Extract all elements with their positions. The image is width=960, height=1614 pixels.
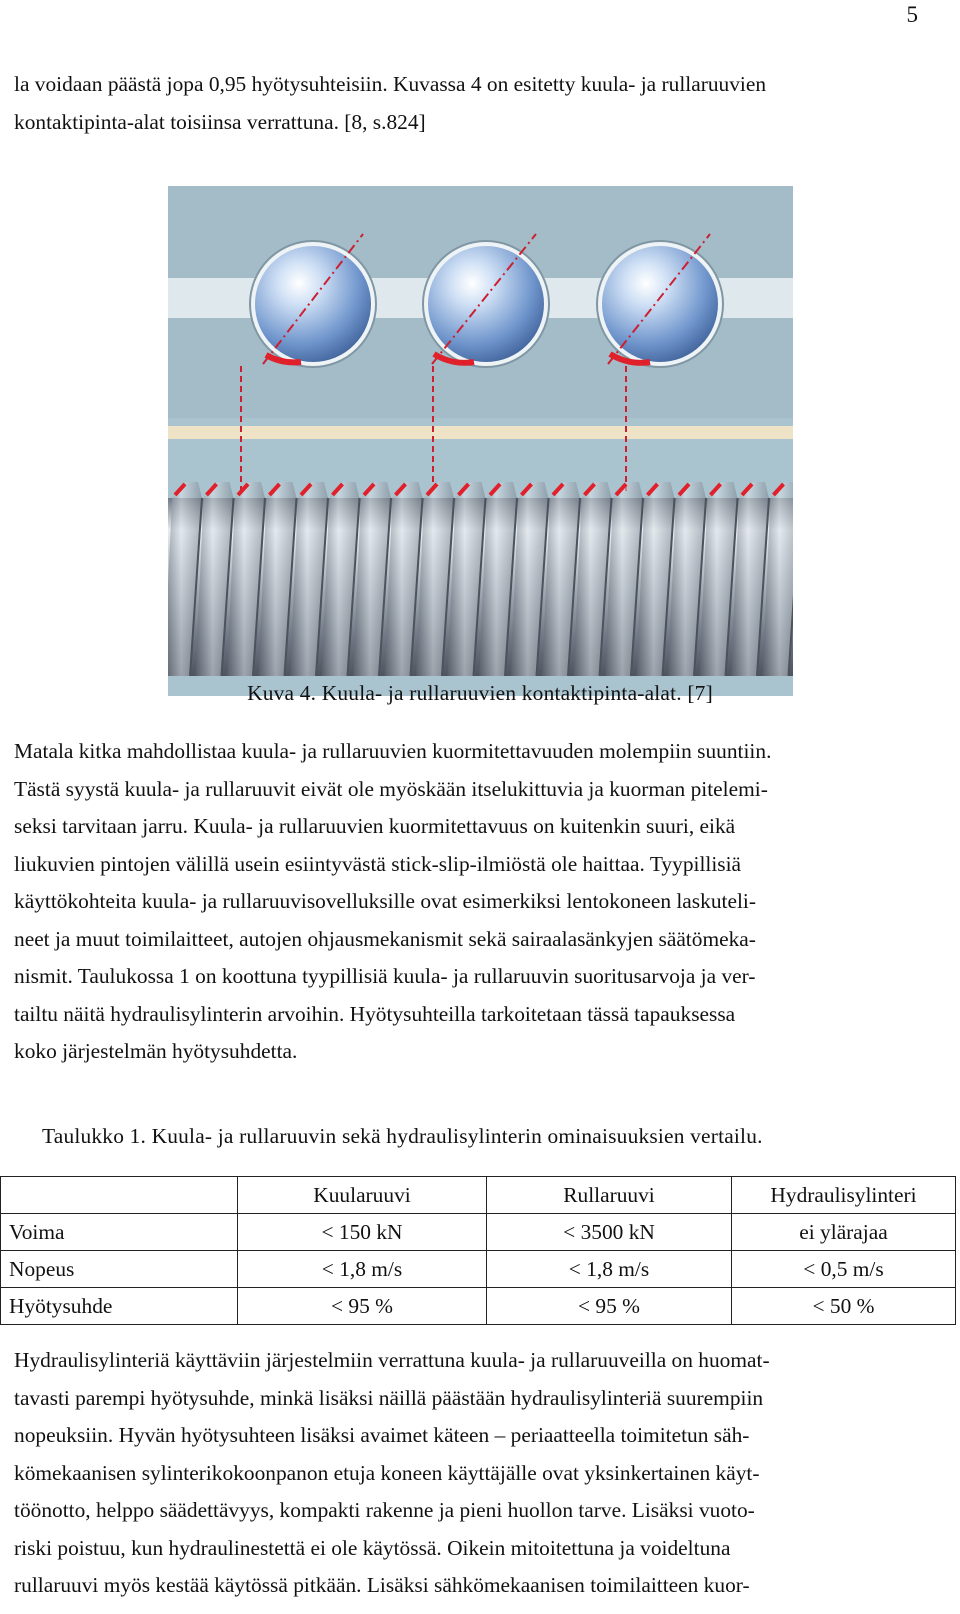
text-line: neet ja muut toimilaitteet, autojen ohjausmekanismit sekä sairaalasänkyjen säätömeka- <box>14 926 756 951</box>
text-line: rullaruuvi myös kestää käytössä pitkään. Lisäksi sähkömekaanisen toimilaitteen kuor- <box>14 1573 750 1597</box>
table-cell: < 0,5 m/s <box>732 1251 956 1288</box>
text-line: la voidaan päästä jopa 0,95 hyötysuhteisiin. Kuvassa 4 on esitetty kuula- ja rullaruuvien <box>14 72 767 96</box>
text-line: töönotto, helppo säädettävyys, kompakti rakenne ja pieni huollon tarve. Lisäksi vuoto- <box>14 1498 755 1522</box>
table-row <box>1 1288 956 1325</box>
text-line: nismit. Taulukossa 1 on koottuna tyypillisiä kuula- ja rullaruuvin suoritusarvoja ja ver- <box>14 964 756 988</box>
table-cell: < 150 kN <box>238 1214 487 1251</box>
table-header-row <box>1 1177 956 1214</box>
text-line: kömekaanisen sylinterikokoonpanon etuja koneen käyttäjälle ovat yksinkertainen käyt- <box>14 1460 760 1485</box>
text-line: tavasti parempi hyötysuhde, minkä lisäksi näillä päästään hydraulisylinteriä suurempiin <box>14 1385 764 1410</box>
table-cell: < 1,8 m/s <box>238 1251 487 1288</box>
figure-caption: Kuva 4. Kuula- ja rullaruuvien kontaktipinta-alat. [7] <box>247 681 713 705</box>
table-cell: Hyötysuhde <box>1 1288 238 1325</box>
comparison-table <box>0 1176 956 1325</box>
text-line: Hydraulisylinteriä käyttäviin järjestelmiin verrattuna kuula- ja rullaruuveilla on huomat- <box>14 1348 770 1372</box>
roller-screw <box>168 482 793 676</box>
table-header-cell: Rullaruuvi <box>487 1177 732 1214</box>
text-line: seksi tarvitaan jarru. Kuula- ja rullaruuvien kuormitettavuus on kuitenkin suuri, eikä <box>14 814 736 838</box>
text-line: Matala kitka mahdollistaa kuula- ja rullaruuvien kuormitettavuuden molempiin suuntiin. <box>14 739 772 763</box>
text-line: koko järjestelmän hyötysuhdetta. <box>14 1039 298 1063</box>
table-cell: < 50 % <box>732 1288 956 1325</box>
text-line: käyttökohteita kuula- ja rullaruuvisovelluksille ovat esimerkiksi lentokoneen laskuteli- <box>14 889 756 913</box>
table-header-cell: Hydraulisylinteri <box>732 1177 956 1214</box>
table-cell: < 1,8 m/s <box>487 1251 732 1288</box>
table-cell: < 3500 kN <box>487 1214 732 1251</box>
text-line: Tästä syystä kuula- ja rullaruuvit eivät ole myöskään itselukittuvia ja kuorman pitelemi- <box>14 776 768 801</box>
page-number: 5 <box>906 2 918 27</box>
table-row <box>1 1214 956 1251</box>
text-line: tailtu näitä hydraulisylinterin arvoihin. Hyötysuhteilla tarkoitetaan tässä tapauksessa <box>14 1001 736 1026</box>
table-cell: < 95 % <box>238 1288 487 1325</box>
table-row <box>1 1251 956 1288</box>
table-header-cell <box>1 1177 238 1214</box>
text-line: kontaktipinta-alat toisiinsa verrattuna. [8, s.824] <box>14 109 426 134</box>
table-caption: Taulukko 1. Kuula- ja rullaruuvin sekä hydraulisylinterin ominaisuuksien vertailu. <box>42 1124 763 1148</box>
table-header-cell: Kuularuuvi <box>238 1177 487 1214</box>
paragraph-1 <box>14 733 928 1071</box>
separator-band <box>168 426 793 439</box>
table-cell: Nopeus <box>1 1251 238 1288</box>
text-line: nopeuksiin. Hyvän hyötysuhteen lisäksi avaimet käteen – periaatteella toimitetun säh- <box>14 1423 750 1447</box>
ball-roller-screw-illustration <box>168 186 793 696</box>
contact-area-figure <box>168 186 793 696</box>
text-line: liukuvien pintojen välillä usein esiintyvästä stick-slip-ilmiöstä ole haittaa. Tyypillisiä <box>14 851 742 876</box>
text-line: riski poistuu, kun hydraulinestettä ei ole käytössä. Oikein mitoitettuna ja voideltuna <box>14 1535 731 1560</box>
table-cell: < 95 % <box>487 1288 732 1325</box>
table-cell: Voima <box>1 1214 238 1251</box>
paragraph-2 <box>14 1342 928 1605</box>
intro-paragraph <box>14 66 928 141</box>
table-cell: ei ylärajaa <box>732 1214 956 1251</box>
